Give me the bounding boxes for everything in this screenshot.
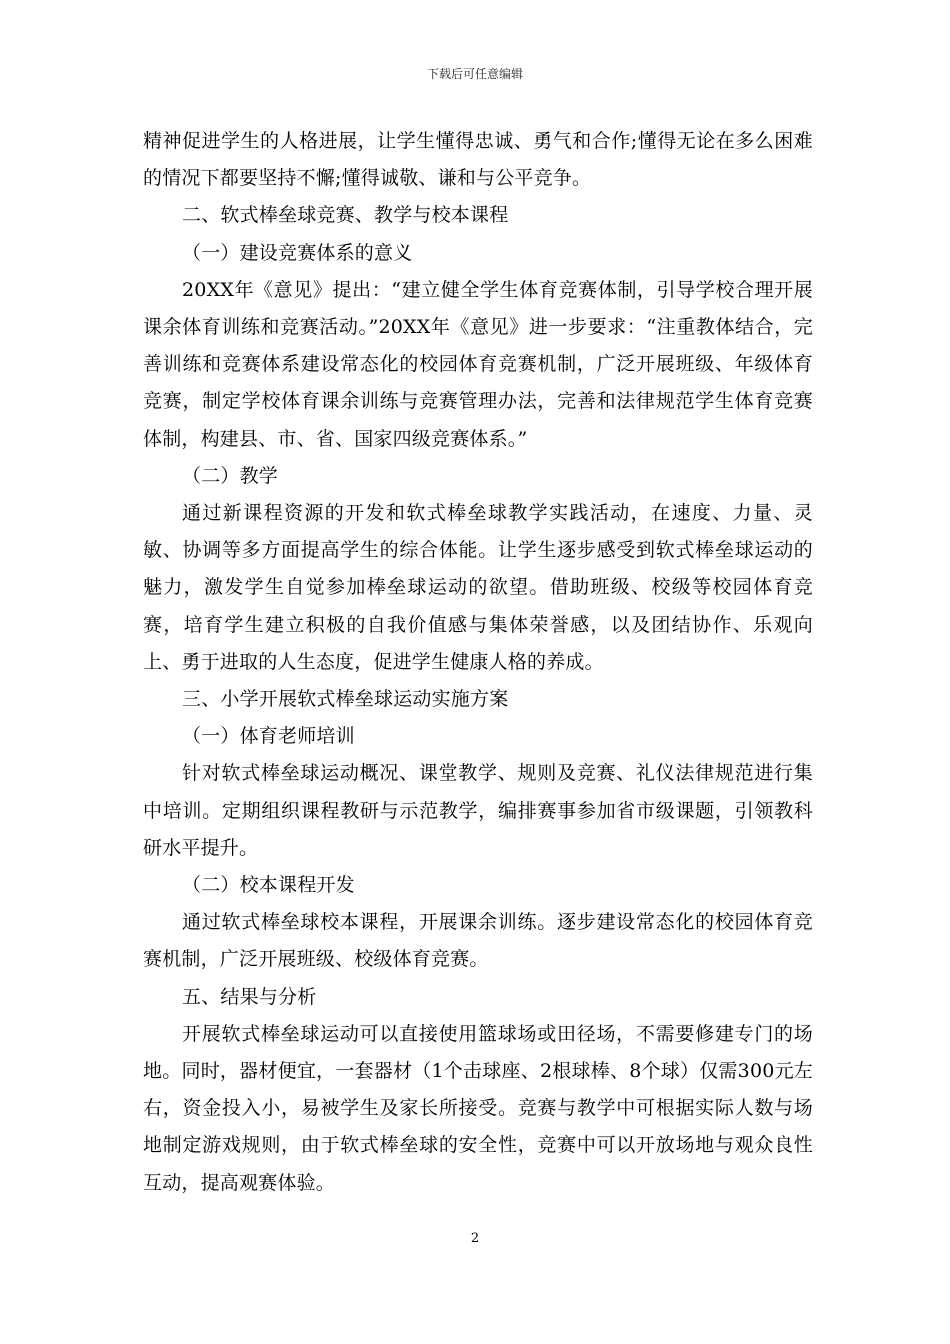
section-heading-3: 三、小学开展软式棒垒球运动实施方案 [182,688,509,711]
section-heading-2: 二、软式棒垒球竞赛、教学与校本课程 [182,204,509,227]
paragraph-teaching: 通过新课程资源的开发和软式棒垒球教学实践活动，在速度、力量、灵敏、协调等多方面提高学生的综合体能。让学生逐步感受到软式棒垒球运动的魅力，激发学生自觉参加棒垒球运动的欲望。借助班级、校级等校园体育竞赛，培育学生建立积极的自我价值感与集体荣誉感，以及团结协作、乐观向上、勇于进取的人生态度，促进学生健康人格的养成。 [143,502,813,673]
paragraph-continuation: 精神促进学生的人格进展，让学生懂得忠诚、勇气和合作;懂得无论在多么困难的情况下都要坚持不懈;懂得诚敬、谦和与公平竞争。 [143,130,813,190]
paragraph-curriculum: 通过软式棒垒球校本课程，开展课余训练。逐步建设常态化的校园体育竞赛机制，广泛开展班级、校级体育竞赛。 [143,911,813,971]
page-header: 下载后可任意编辑 [426,67,523,81]
subsection-heading-3-1: （一）体育老师培训 [182,725,355,748]
subsection-heading-2-2: （二）教学 [182,464,279,487]
subsection-heading-2-1: （一）建设竞赛体系的意义 [182,241,413,264]
paragraph-opinion-quote: 20XX年《意见》提出：“建立健全学生体育竞赛体制，引导学校合理开展课余体育训练和竞赛活动。”20XX年《意见》进一步要求：“注重教体结合，完善训练和竞赛体系建设常态化的校园体育竞赛机制，广泛开展班级、年级体育竞赛，制定学校体育课余训练与竞赛管理办法，完善和法律规范学生体育竞赛体制，构建县、市、省、国家四级竞赛体系。” [143,278,813,450]
paragraph-teacher-training: 针对软式棒垒球运动概况、课堂教学、规则及竞赛、礼仪法律规范进行集中培训。定期组织课程教研与示范教学，编排赛事参加省市级课题，引领教科研水平提升。 [143,762,813,859]
subsection-heading-3-2: （二）校本课程开发 [182,874,355,897]
section-heading-5: 五、结果与分析 [182,985,317,1008]
paragraph-results: 开展软式棒垒球运动可以直接使用篮球场或田径场，不需要修建专门的场地。同时，器材便宜，一套器材（1个击球座、2根球棒、8个球）仅需300元左右，资金投入小，易被学生及家长所接受。竞赛与教学中可根据实际人数与场地制定游戏规则，由于软式棒垒球的安全性，竞赛中可以开放场地与观众良性互动，提高观赛体验。 [143,1022,813,1194]
page-number: 2 [470,1231,480,1246]
document-body [143,123,813,1202]
